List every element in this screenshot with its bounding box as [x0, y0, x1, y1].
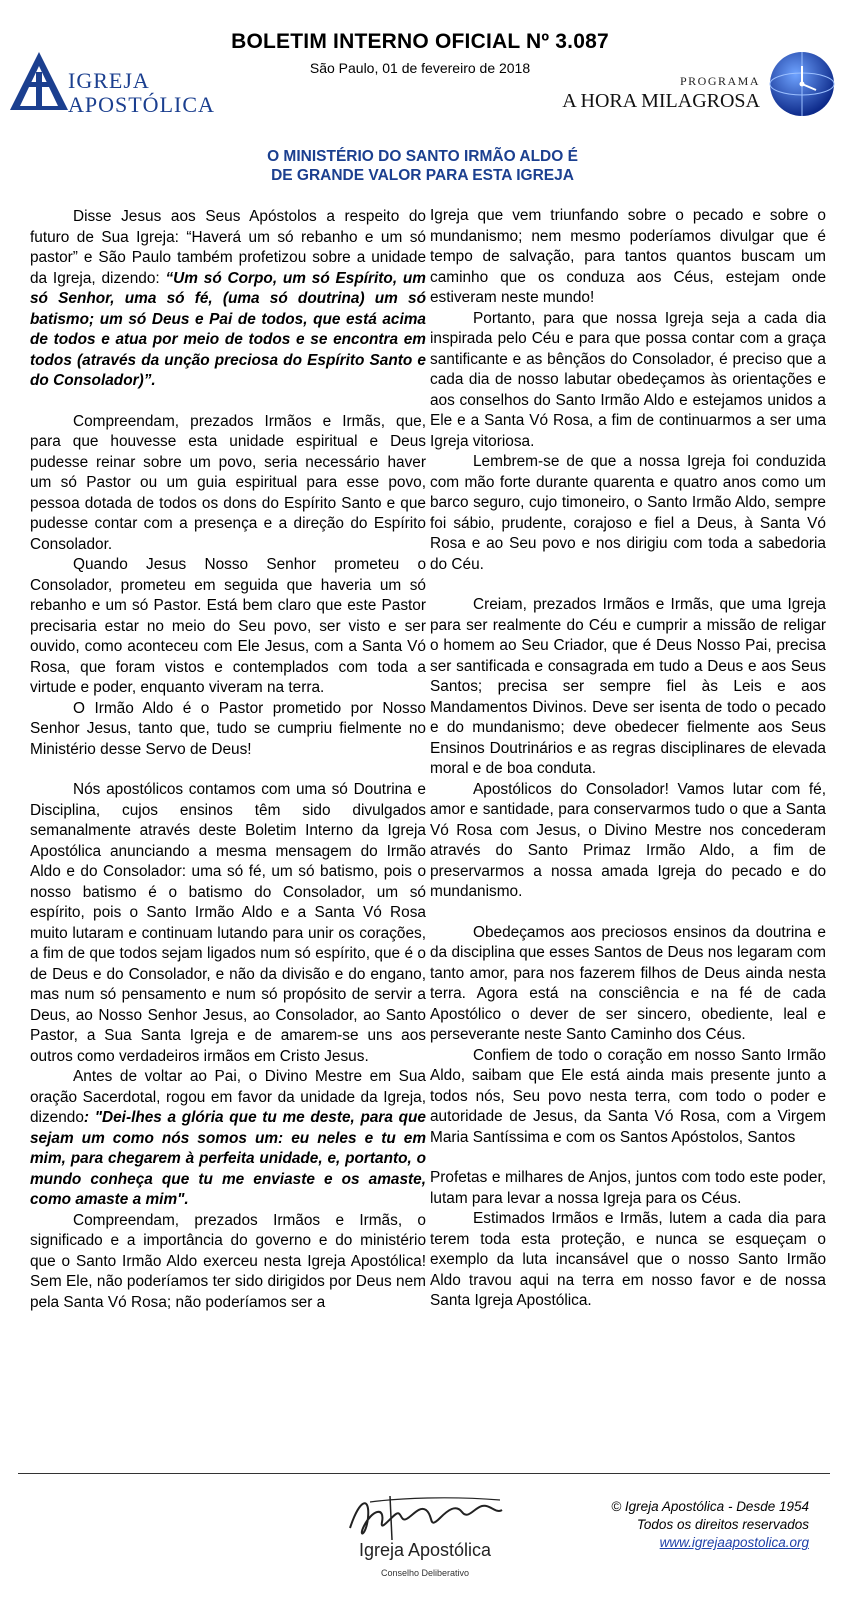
globe-clock-logo-icon	[768, 50, 836, 118]
paragraph: Creiam, prezados Irmãos e Irmãs, que uma Igreja para ser realmente do Céu e cumprir a missão de religar o homem ao Seu Criador, que é Deus Nosso Pai, precisa ser santificada e consagrada em tudo a Deus e aos Seus Santos; precisa ser sempre fiel às Leis e aos Mandamentos Divinos. Deve ser isenta de todo o pecado e do mundanismo; deve obedecer fielmente aos Seus Ensinos Doutrinários e as regras disciplinares de elevada moral e de boa conduta.	[430, 596, 826, 777]
paragraph: Estimados Irmãos e Irmãs, lutem a cada dia para terem toda esta proteção, e nunca se esqueçam o exemplo da luta incansável que o nosso Santo Irmão Aldo travou aqui na terra em nosso favor e de nossa Santa Igreja Apostólica.	[430, 1210, 826, 1309]
bulletin-title: BOLETIM INTERNO OFICIAL Nº 3.087	[231, 30, 609, 53]
website-link[interactable]: www.igrejaapostolica.org	[659, 1535, 809, 1550]
paragraph: O Irmão Aldo é o Pastor prometido por Nosso Senhor Jesus, tanto que, tudo se cumpriu fielmente no Ministério desse Servo de Deus!	[30, 699, 426, 758]
paragraph: Quando Jesus Nosso Senhor prometeu o Consolador, prometeu em seguida que haveria um só rebanho e um só Pastor. Está bem claro que este Pastor precisaria estar no meio do Seu povo, ser visto e ser ouvido, como aconteceu com Ele Jesus, com a Santa Vó Rosa, que foram vistos e contemplados com toda a virtude e poder, enquanto viveram na terra.	[30, 556, 426, 696]
scripture-quote: “Um só Corpo, um só Espírito, um só Senhor, uma só fé, (uma só doutrina) um só batismo; um só Deus e Pai de todos, que está acima de todos e atua por meio de todos e se encontra em todos (através da unção preciosa do Espírito Santo e do Consolador)”.	[30, 269, 426, 389]
article-title-line1: O MINISTÉRIO DO SANTO IRMÃO ALDO É	[267, 148, 578, 165]
signature-council: Conselho Deliberativo	[380, 1568, 470, 1578]
bulletin-date: São Paulo, 01 de fevereiro de 2018	[309, 60, 531, 76]
text-column-left	[30, 207, 426, 1313]
handwritten-signature-icon	[330, 1488, 520, 1543]
scripture-quote: : "Dei-lhes a glória que tu me deste, para que sejam um como nós somos um: eu neles e tu em mim, para chegarem à perfeita unidade, e, portanto, o mundo conheça que tu me enviaste e os amaste, como amaste a mim".	[30, 1109, 426, 1208]
signature-block	[330, 1488, 520, 1588]
copyright-text: © Igreja Apostólica - Desde 1954	[611, 1499, 809, 1514]
triangle-church-logo-icon	[8, 50, 70, 112]
paragraph: Portanto, para que nossa Igreja seja a cada dia inspirada pelo Céu e para que possa contar com a graça santificante e as bênçãos do Consolador, é preciso que a cada dia de nosso labutar obedeçamos às orientações e aos conselhos do Santo Irmão Aldo e estejamos unidos a Ele e a Santa Vó Rosa, a fim de continuarmos a ser uma Igreja vitoriosa.	[430, 309, 826, 450]
right-logo-line2: A HORA MILAGROSA	[562, 90, 760, 112]
right-logo-line1: PROGRAMA	[679, 74, 760, 88]
rights-text: Todos os direitos reservados	[636, 1517, 809, 1532]
paragraph: Apostólicos do Consolador! Vamos lutar com fé, amor e santidade, para conservarmos tudo o que a Santa Vó Rosa com Jesus, o Divino Mestre nos concederam através do Santo Primaz Irmão Aldo, a fim de preservarmos a nossa amada Igreja do pecado e do mundanismo.	[430, 780, 826, 900]
article-title-line2: DE GRANDE VALOR PARA ESTA IGREJA	[271, 167, 574, 184]
paragraph-continued: Profetas e milhares de Anjos, juntos com todo este poder, lutam para levar a nossa Igreja para os Céus.	[430, 1169, 826, 1207]
paragraph: Lembrem-se de que a nossa Igreja foi conduzida com mão forte durante quarenta e quatro anos como um barco seguro, cujo timoneiro, o Santo Irmão Aldo, sempre foi sábio, prudente, corajoso e fiel a Deus, à Santa Vó Rosa e ao Seu povo e nos dirigiu com toda a sabedoria do Céu.	[430, 453, 826, 573]
paragraph	[30, 1067, 426, 1211]
paragraph: Confiem de todo o coração em nosso Santo Irmão Aldo, saibam que Ele está ainda mais presente junto a todos nós, Seu povo nesta terra, com todo o poder e autoridade de Jesus, da Santa Vó Rosa, com a Virgem Maria Santíssima e com os Santos Apóstolos, Santos	[430, 1046, 826, 1146]
left-logo-line1: IGREJA	[68, 68, 150, 93]
paragraph: Compreendam, prezados Irmãos e Irmãs, que, para que houvesse esta unidade espiritual e Deus pudesse reinar sobre um povo, seria necessário haver um só Pastor ou um guia espiritual para esse povo, pessoa dotada de todos os dons do Espírito Santo e que pudesse contar com a presença e a direção do Espírito Consolador.	[30, 412, 426, 553]
page-header	[0, 0, 845, 130]
hora-milagrosa-logo	[540, 50, 840, 120]
left-logo-line2: APOSTÓLICA	[68, 92, 215, 117]
text-column-right	[430, 206, 826, 1312]
paragraph: Compreendam, prezados Irmãos e Irmãs, o significado e a importância do governo e do ministério que o Santo Irmão Aldo exerceu nesta Igreja Apostólica! Sem Ele, não poderíamos ter sido dirigidos por Deus nem pela Santa Vó Rosa; não poderíamos ser a	[30, 1211, 426, 1311]
copyright-block	[611, 1498, 809, 1552]
paragraph-text: Antes de voltar ao Pai, o Divino Mestre em Sua oração Sacerdotal, rogou em favor da unidade da Igreja, dizendo	[30, 1068, 426, 1126]
paragraph-continued: Igreja que vem triunfando sobre o pecado e sobre o mundanismo; nem mesmo poderíamos divulgar que é tempo de salvação, para tantos quantos buscam um caminho que os conduza aos Céus, estejam onde estiveram neste mundo!	[430, 207, 826, 306]
paragraph	[30, 207, 426, 392]
paragraph-text: Disse Jesus aos Seus Apóstolos a respeito do futuro de Sua Igreja: “Haverá um só rebanho e um só pastor” e São Paulo também profetizou sobre a unidade da Igreja, dizendo:	[30, 208, 426, 287]
paragraph: Nós apostólicos contamos com uma só Doutrina e Disciplina, cujos ensinos têm sido divulgados semanalmente através deste Boletim Interno da Igreja Apostólica anunciando a mesma mensagem do Irmão Aldo e do Consolador: uma só fé, um só batismo, pois o nosso batismo é o batismo do Consolador, um só espírito, pois o Santo Irmão Aldo e a Santa Vó Rosa muito lutaram e continuam lutando para unir os corações, a fim de que todos sejam ligados num só espírito, que é o de Deus e do Consolador, e não da divisão e do engano, mas num só pensamento e num só propósito de servir a Deus, ao Nosso Senhor Jesus, ao Consolador, ao Santo Pastor, a Sua Santa Igreja e de amarem-se uns aos outros como verdadeiros irmãos em Cristo Jesus.	[30, 781, 426, 1065]
paragraph: Obedeçamos aos preciosos ensinos da doutrina e da disciplina que esses Santos de Deus nos legaram com tanto amor, para nos fazerem filhos de Deus ainda nesta terra. Agora está na consciência e na fé de cada Apostólico o dever de ser sincero, obediente, leal e perseverante neste Santo Caminho dos Céus.	[430, 923, 826, 1043]
footer-divider	[18, 1473, 830, 1474]
article-title	[150, 147, 695, 185]
signature-organization: Igreja Apostólica	[358, 1540, 492, 1560]
